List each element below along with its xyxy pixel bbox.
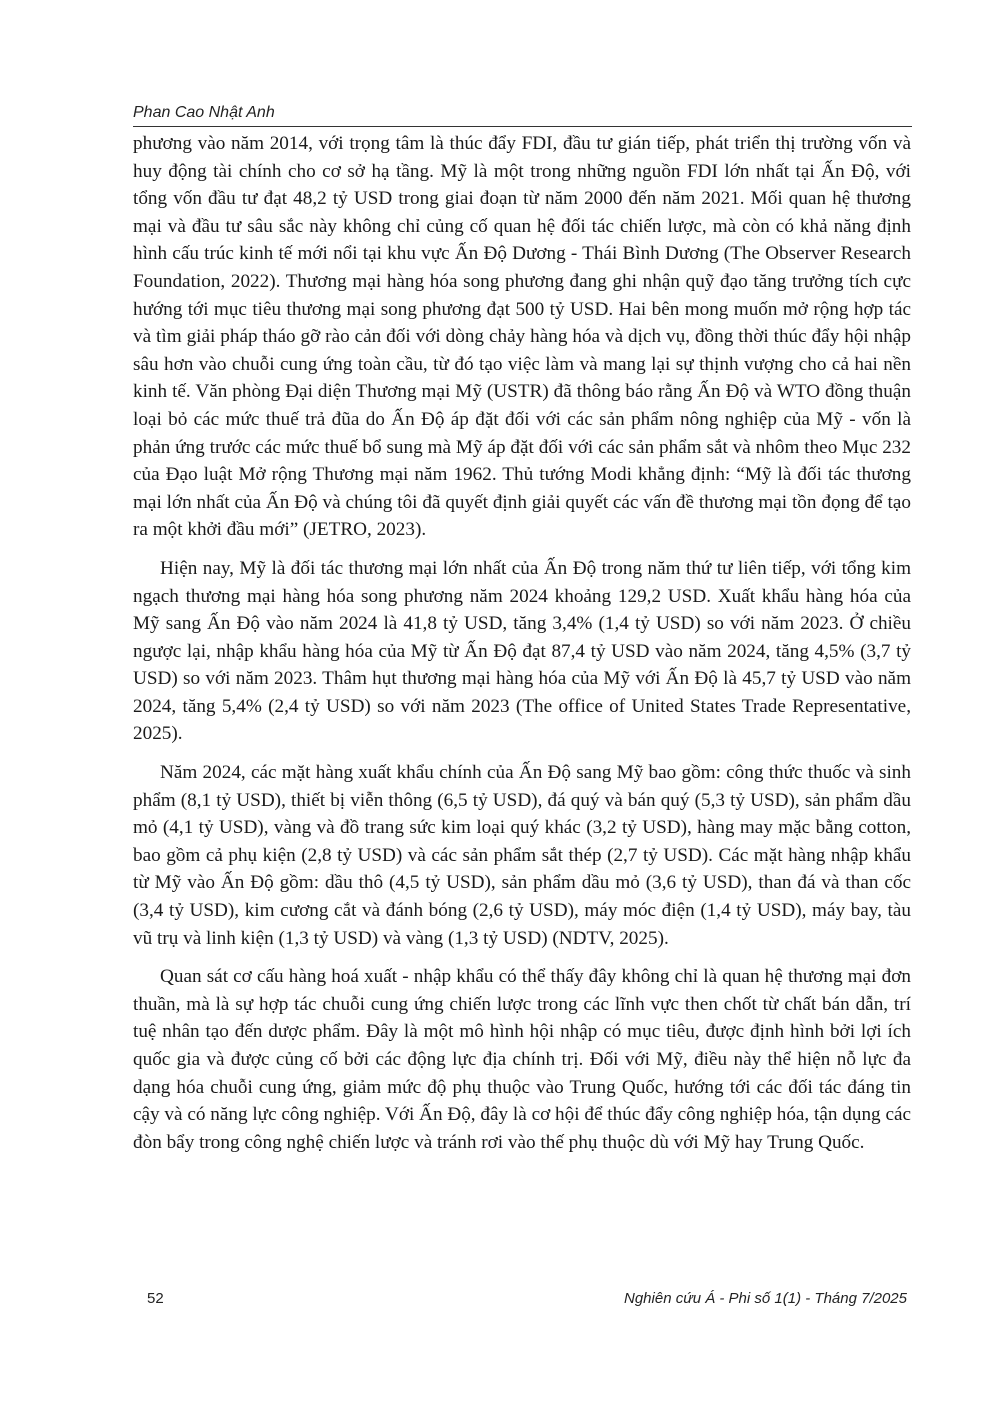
page-number: 52 [147,1290,164,1307]
body-paragraph: phương vào năm 2014, với trọng tâm là thúc đẩy FDI, đầu tư gián tiếp, phát triển thị trường vốn và huy động tài chính cho cơ sở hạ tầng. Mỹ là một trong những nguồn FDI lớn nhất tại Ấn Độ, với tổng vốn đầu tư đạt 48,2 tỷ USD trong giai đoạn từ năm 2000 đến năm 2021. Mối quan hệ thương mại và đầu tư sâu sắc này không chỉ củng cố quan hệ đối tác chiến lược, mà còn có khả năng định hình cấu trúc kinh tế mới nổi tại khu vực Ấn Độ Dương - Thái Bình Dương (The Observer Research Foundation, 2022). Thương mại hàng hóa song phương đang ghi nhận quỹ đạo tăng trưởng tích cực hướng tới mục tiêu thương mại song phương đạt 500 tỷ USD. Hai bên mong muốn mở rộng hợp tác và tìm giải pháp tháo gỡ rào cản đối với dòng chảy hàng hóa và dịch vụ, đồng thời thúc đẩy hội nhập sâu hơn vào chuỗi cung ứng toàn cầu, từ đó tạo việc làm và mang lại sự thịnh vượng cho cả hai nền kinh tế. Văn phòng Đại diện Thương mại Mỹ (USTR) đã thông báo rằng Ấn Độ và WTO đồng thuận loại bỏ các mức thuế trả đũa do Ấn Độ áp đặt đối với các sản phẩm nông nghiệp của Mỹ - vốn là phản ứng trước các mức thuế bổ sung mà Mỹ áp đặt đối với các sản phẩm sắt và nhôm theo Mục 232 của Đạo luật Mở rộng Thương mại năm 1962. Thủ tướng Modi khẳng định: “Mỹ là đối tác thương mại lớn nhất của Ấn Độ và chúng tôi đã quyết định giải quyết các vấn đề thương mại tồn đọng để tạo ra một khởi đầu mới” (JETRO, 2023). [133,133,911,541]
body-paragraph: Năm 2024, các mặt hàng xuất khẩu chính của Ấn Độ sang Mỹ bao gồm: công thức thuốc và sinh phẩm (8,1 tỷ USD), thiết bị viễn thông (6,5 tỷ USD), đá quý và bán quý (5,3 tỷ USD), sản phẩm dầu mỏ (4,1 tỷ USD), vàng và đồ trang sức kim loại quý khác (3,2 tỷ USD), hàng may mặc bằng cotton, bao gồm cả phụ kiện (2,8 tỷ USD) và các sản phẩm sắt thép (2,7 tỷ USD). Các mặt hàng nhập khẩu từ Mỹ vào Ấn Độ gồm: dầu thô (4,5 tỷ USD), sản phẩm dầu mỏ (3,6 tỷ USD), than đá và than cốc (3,4 tỷ USD), kim cương cắt và đánh bóng (2,6 tỷ USD), máy móc điện (1,4 tỷ USD), máy bay, tàu vũ trụ và linh kiện (1,3 tỷ USD) và vàng (1,3 tỷ USD) (NDTV, 2025). [133,762,911,949]
body-paragraph: Quan sát cơ cấu hàng hoá xuất - nhập khẩu có thể thấy đây không chỉ là quan hệ thương mại đơn thuần, mà là sự hợp tác chuỗi cung ứng chiến lược trong các lĩnh vực then chốt từ chất bán dẫn, trí tuệ nhân tạo đến dược phẩm. Đây là một mô hình hội nhập có mục tiêu, được định hình bởi lợi ích quốc gia và được củng cố bởi các động lực địa chính trị. Đối với Mỹ, điều này thể hiện nỗ lực đa dạng hóa chuỗi cung ứng, giảm mức độ phụ thuộc vào Trung Quốc, hướng tới các đối tác đáng tin cậy và có năng lực công nghiệp. Với Ấn Độ, đây là cơ hội để thúc đẩy công nghiệp hóa, tận dụng các đòn bẩy trong công nghệ chiến lược và tránh rơi vào thế phụ thuộc dù với Mỹ hay Trung Quốc. [133,966,911,1153]
running-header-author: Phan Cao Nhật Anh [133,104,275,121]
header-rule [133,126,912,127]
body-paragraph: Hiện nay, Mỹ là đối tác thương mại lớn nhất của Ấn Độ trong năm thứ tư liên tiếp, với tổng kim ngạch thương mại hàng hóa song phương năm 2024 khoảng 129,2 USD. Xuất khẩu hàng hóa của Mỹ sang Ấn Độ vào năm 2024 là 41,8 tỷ USD, tăng 3,4% (1,4 tỷ USD) so với năm 2023. Ở chiều ngược lại, nhập khẩu hàng hóa của Mỹ từ Ấn Độ đạt 87,4 tỷ USD vào năm 2024, tăng 4,5% (3,7 tỷ USD) so với năm 2023. Thâm hụt thương mại hàng hóa của Mỹ với Ấn Độ là 45,7 tỷ USD vào năm 2024, tăng 5,4% (2,4 tỷ USD) so với năm 2023 (The office of United States Trade Representative, 2025). [133,557,911,745]
journal-footer: Nghiên cứu Á - Phi số 1(1) - Tháng 7/2025 [624,1290,907,1307]
article-body [133,130,911,1167]
